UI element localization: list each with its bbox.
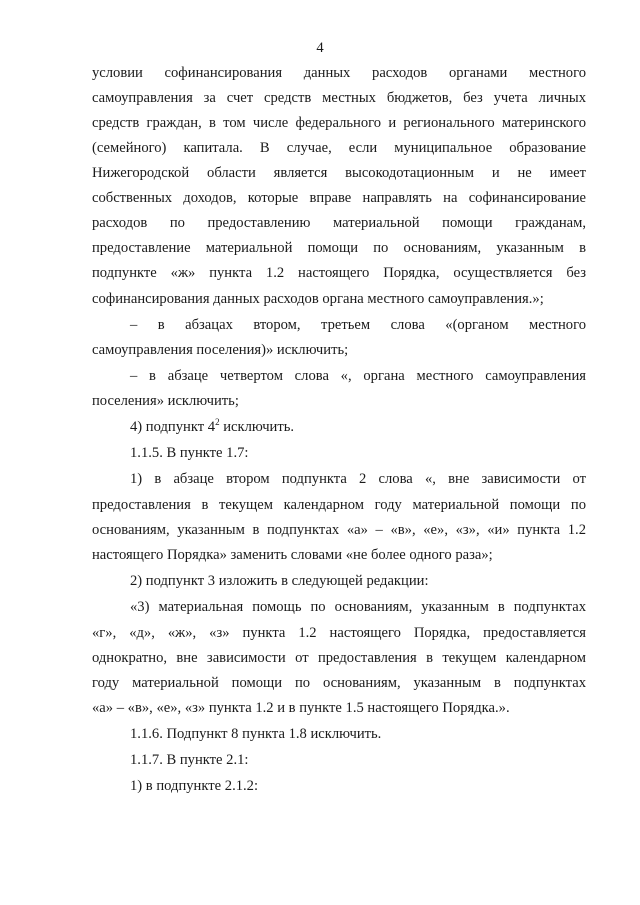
text-line: «г», «д», «ж», «з» пункта 1.2 настоящего Порядка, предоставляется	[92, 625, 586, 641]
text-line: (семейного) капитала. В случае, если муниципальное образование	[92, 140, 586, 156]
text-line: «3) материальная помощь по основаниям, указанным в подпунктах	[130, 599, 586, 615]
text-line: однократно, вне зависимости от предоставления в текущем календарном	[92, 650, 586, 666]
text-line: – в абзацах втором, третьем слова «(органом местного	[130, 317, 586, 333]
text-line: 1) в абзаце втором подпункта 2 слова «, вне зависимости от	[130, 471, 586, 487]
page-number: 4	[316, 40, 324, 56]
text-line: софинансирования данных расходов органа местного самоуправления.»;	[92, 291, 544, 307]
text-line: 1) в подпункте 2.1.2:	[130, 778, 259, 794]
item-text: 4) подпункт 4	[130, 419, 216, 435]
text-line: поселения» исключить;	[92, 393, 239, 409]
text-line: предоставление материальной помощи по основаниям, указанным в	[92, 240, 586, 256]
text-line: году материальной помощи по основаниям, указанным в подпунктах	[92, 675, 586, 691]
text-line: основаниям, указанным в подпунктах «а» – «в», «е», «з», «и» пункта 1.2	[92, 522, 586, 538]
text-line: 1.1.7. В пункте 2.1:	[130, 752, 249, 768]
text-line	[130, 418, 586, 436]
text-line: предоставления в текущем календарном году материальной помощи по	[92, 497, 586, 513]
text-line: настоящего Порядка» заменить словами «не более одного раза»;	[92, 547, 493, 563]
text-line: средств граждан, в том числе федерального и регионального материнского	[92, 115, 586, 131]
text-line: собственных доходов, которые вправе направлять на софинансирование	[92, 190, 586, 206]
text-line: Нижегородской области является высокодотационным и не имеет	[92, 165, 586, 181]
text-line: – в абзаце четвертом слова «, органа местного самоуправления	[130, 368, 586, 384]
text-line: самоуправления за счет средств местных бюджетов, без учета личных	[92, 90, 586, 106]
superscript: 2	[215, 417, 220, 427]
text-line: «а» – «в», «е», «з» пункта 1.2 и в пункте 1.5 настоящего Порядка.».	[92, 700, 510, 716]
text-line: 1.1.5. В пункте 1.7:	[130, 445, 249, 461]
text-line: 1.1.6. Подпункт 8 пункта 1.8 исключить.	[130, 726, 382, 742]
text-line: самоуправления поселения)» исключить;	[92, 342, 349, 358]
text-line: подпункте «ж» пункта 1.2 настоящего Порядка, осуществляется без	[92, 265, 586, 281]
text-line: условии софинансирования данных расходов органами местного	[92, 65, 586, 81]
text-line: 2) подпункт 3 изложить в следующей редакции:	[130, 573, 429, 589]
text-line: расходов по предоставлению материальной помощи гражданам,	[92, 215, 586, 231]
item-tail: исключить.	[219, 419, 295, 435]
